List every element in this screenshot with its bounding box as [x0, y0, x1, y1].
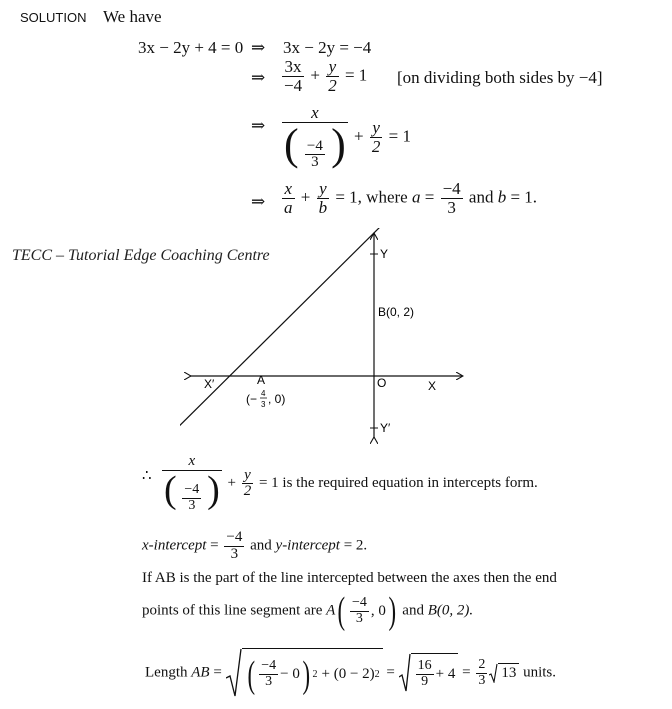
right-paren: )	[388, 590, 396, 632]
x-intercept-label: x-intercept	[142, 537, 207, 554]
step4-f1-num: x	[282, 180, 295, 199]
step4-text: = 1, where	[335, 187, 408, 207]
conclusion-inner-den: 3	[188, 497, 196, 513]
paragraph-a-den: 3	[355, 610, 363, 626]
sqrt-13	[489, 663, 519, 683]
length-units: units.	[523, 664, 556, 681]
step4-b-var: b	[497, 187, 507, 207]
step2-plus: +	[310, 65, 320, 85]
left-paren: (	[164, 468, 177, 511]
length-label: Length	[145, 664, 188, 681]
step3-plus: +	[354, 126, 364, 146]
right-paren: )	[207, 468, 220, 511]
x-intercept-den: 3	[230, 545, 239, 562]
x-intercept-eq: =	[210, 537, 219, 554]
conclusion-f2-den: 2	[243, 483, 252, 500]
paragraph-line2-text: points of this line segment are	[142, 602, 323, 619]
length-ab: AB	[191, 664, 210, 681]
step3-f1-num: x	[282, 104, 348, 123]
intercepts-and: and	[250, 537, 272, 554]
radical-sign-icon	[226, 648, 242, 698]
x-neg-axis-label: X′	[204, 377, 215, 391]
step2-eq: = 1	[344, 65, 368, 85]
intercept-line	[180, 228, 474, 443]
step4-a-var: a	[411, 187, 421, 207]
paragraph-b: B(0, 2).	[427, 602, 474, 619]
point-a-coord-post: , 0)	[268, 392, 286, 406]
point-a-num: 4	[261, 389, 266, 398]
right-paren: )	[302, 653, 310, 696]
step2-f1-den: −4	[284, 75, 303, 95]
step4-plus: +	[300, 187, 311, 207]
conclusion-inner-num: −4	[184, 482, 200, 498]
conclusion-f1-num: x	[162, 454, 222, 471]
step4-a-num: −4	[442, 179, 461, 198]
paragraph-a-post: , 0	[370, 602, 386, 619]
x-intercept-num: −4	[226, 529, 243, 545]
length-minus0: − 0	[280, 666, 300, 682]
step3-inner-den: 3	[311, 154, 319, 171]
paragraph-line2	[142, 592, 473, 630]
step3-f2-den: 2	[371, 137, 381, 157]
step2-implies: ⇒	[251, 68, 266, 87]
conclusion-expression	[160, 454, 538, 514]
y-intercept-value: = 2.	[343, 537, 368, 554]
step3-expression	[280, 104, 411, 171]
left-paren: (	[284, 119, 299, 169]
step4-expression	[280, 180, 537, 217]
radical-sign-icon	[399, 653, 411, 693]
step4-implies: ⇒	[251, 192, 266, 211]
length-r-den: 9	[421, 674, 429, 689]
step2-note: [on dividing both sides by −4]	[397, 68, 603, 87]
length-root13: 13	[501, 665, 517, 681]
point-a-coord-pre: (−	[246, 392, 258, 406]
length-plus4: + 4	[435, 666, 456, 682]
paragraph-a-var: A	[326, 602, 336, 619]
step1-implies: ⇒	[251, 38, 266, 57]
length-inner-den: 3	[265, 674, 273, 689]
step4-eq: =	[424, 187, 435, 207]
step1-rhs: 3x − 2y = −4	[283, 38, 372, 57]
length-plus-term: + (0 − 2)	[321, 666, 375, 682]
line-graph	[180, 228, 480, 448]
left-paren: (	[337, 590, 346, 632]
conclusion-text: = 1 is the required equation in intercepts form.	[258, 475, 538, 492]
paragraph-line1: If AB is the part of the line intercepted between the axes then the end	[142, 570, 557, 586]
length-eq2: =	[386, 664, 395, 681]
step2-f2-den: 2	[328, 75, 337, 95]
step2-f1-num: 3x	[282, 58, 304, 77]
step4-f1-den: a	[284, 197, 293, 217]
paragraph-and: and	[402, 602, 424, 619]
length-line	[145, 648, 556, 698]
step4-f2-num: y	[317, 180, 330, 199]
watermark-text: TECC – Tutorial Edge Coaching Centre	[12, 247, 270, 264]
point-a-label: A	[257, 373, 266, 387]
solution-intro: We have	[103, 7, 162, 26]
conclusion-plus: +	[227, 475, 236, 492]
solution-label: SOLUTION	[20, 10, 87, 25]
point-a-den: 3	[261, 400, 266, 409]
step2-expression	[280, 58, 367, 95]
intercepts-line	[142, 530, 367, 563]
x-axis-label: X	[428, 379, 437, 393]
step4-f2-den: b	[318, 197, 328, 217]
step4-a-den: 3	[447, 197, 456, 217]
right-paren: )	[331, 119, 346, 169]
step2-f2-num: y	[326, 58, 339, 77]
step4-and: and	[468, 187, 494, 207]
conclusion-f2-num: y	[242, 468, 254, 485]
step3-inner-num: −4	[306, 137, 323, 154]
length-r-num: 16	[417, 658, 432, 674]
length-c-num: 2	[478, 656, 486, 672]
length-square-2: 2	[374, 669, 380, 680]
step3-f2-num: y	[370, 119, 383, 138]
radical-sign-icon	[489, 663, 498, 683]
paragraph-a-num: −4	[351, 594, 367, 610]
y-neg-axis-label: Y′	[380, 421, 391, 435]
origin-label: O	[377, 376, 387, 390]
step1-lhs: 3x − 2y + 4 = 0	[138, 38, 244, 57]
length-eq: =	[213, 664, 222, 681]
point-b-label: B(0, 2)	[378, 305, 415, 319]
length-c-den: 3	[478, 672, 486, 688]
step3-eq: = 1	[388, 126, 411, 146]
length-inner-num: −4	[261, 658, 277, 674]
step4-b-val: = 1.	[510, 187, 538, 207]
length-square-1: 2	[312, 669, 318, 680]
length-eq3: =	[462, 664, 471, 681]
y-axis-label: Y	[380, 247, 389, 261]
step3-implies: ⇒	[251, 116, 266, 135]
left-paren: (	[247, 653, 255, 696]
sqrt-outer	[226, 648, 383, 698]
y-intercept-label: y-intercept	[275, 537, 340, 554]
therefore-symbol: ∴	[142, 468, 152, 484]
sqrt-second	[399, 653, 459, 693]
